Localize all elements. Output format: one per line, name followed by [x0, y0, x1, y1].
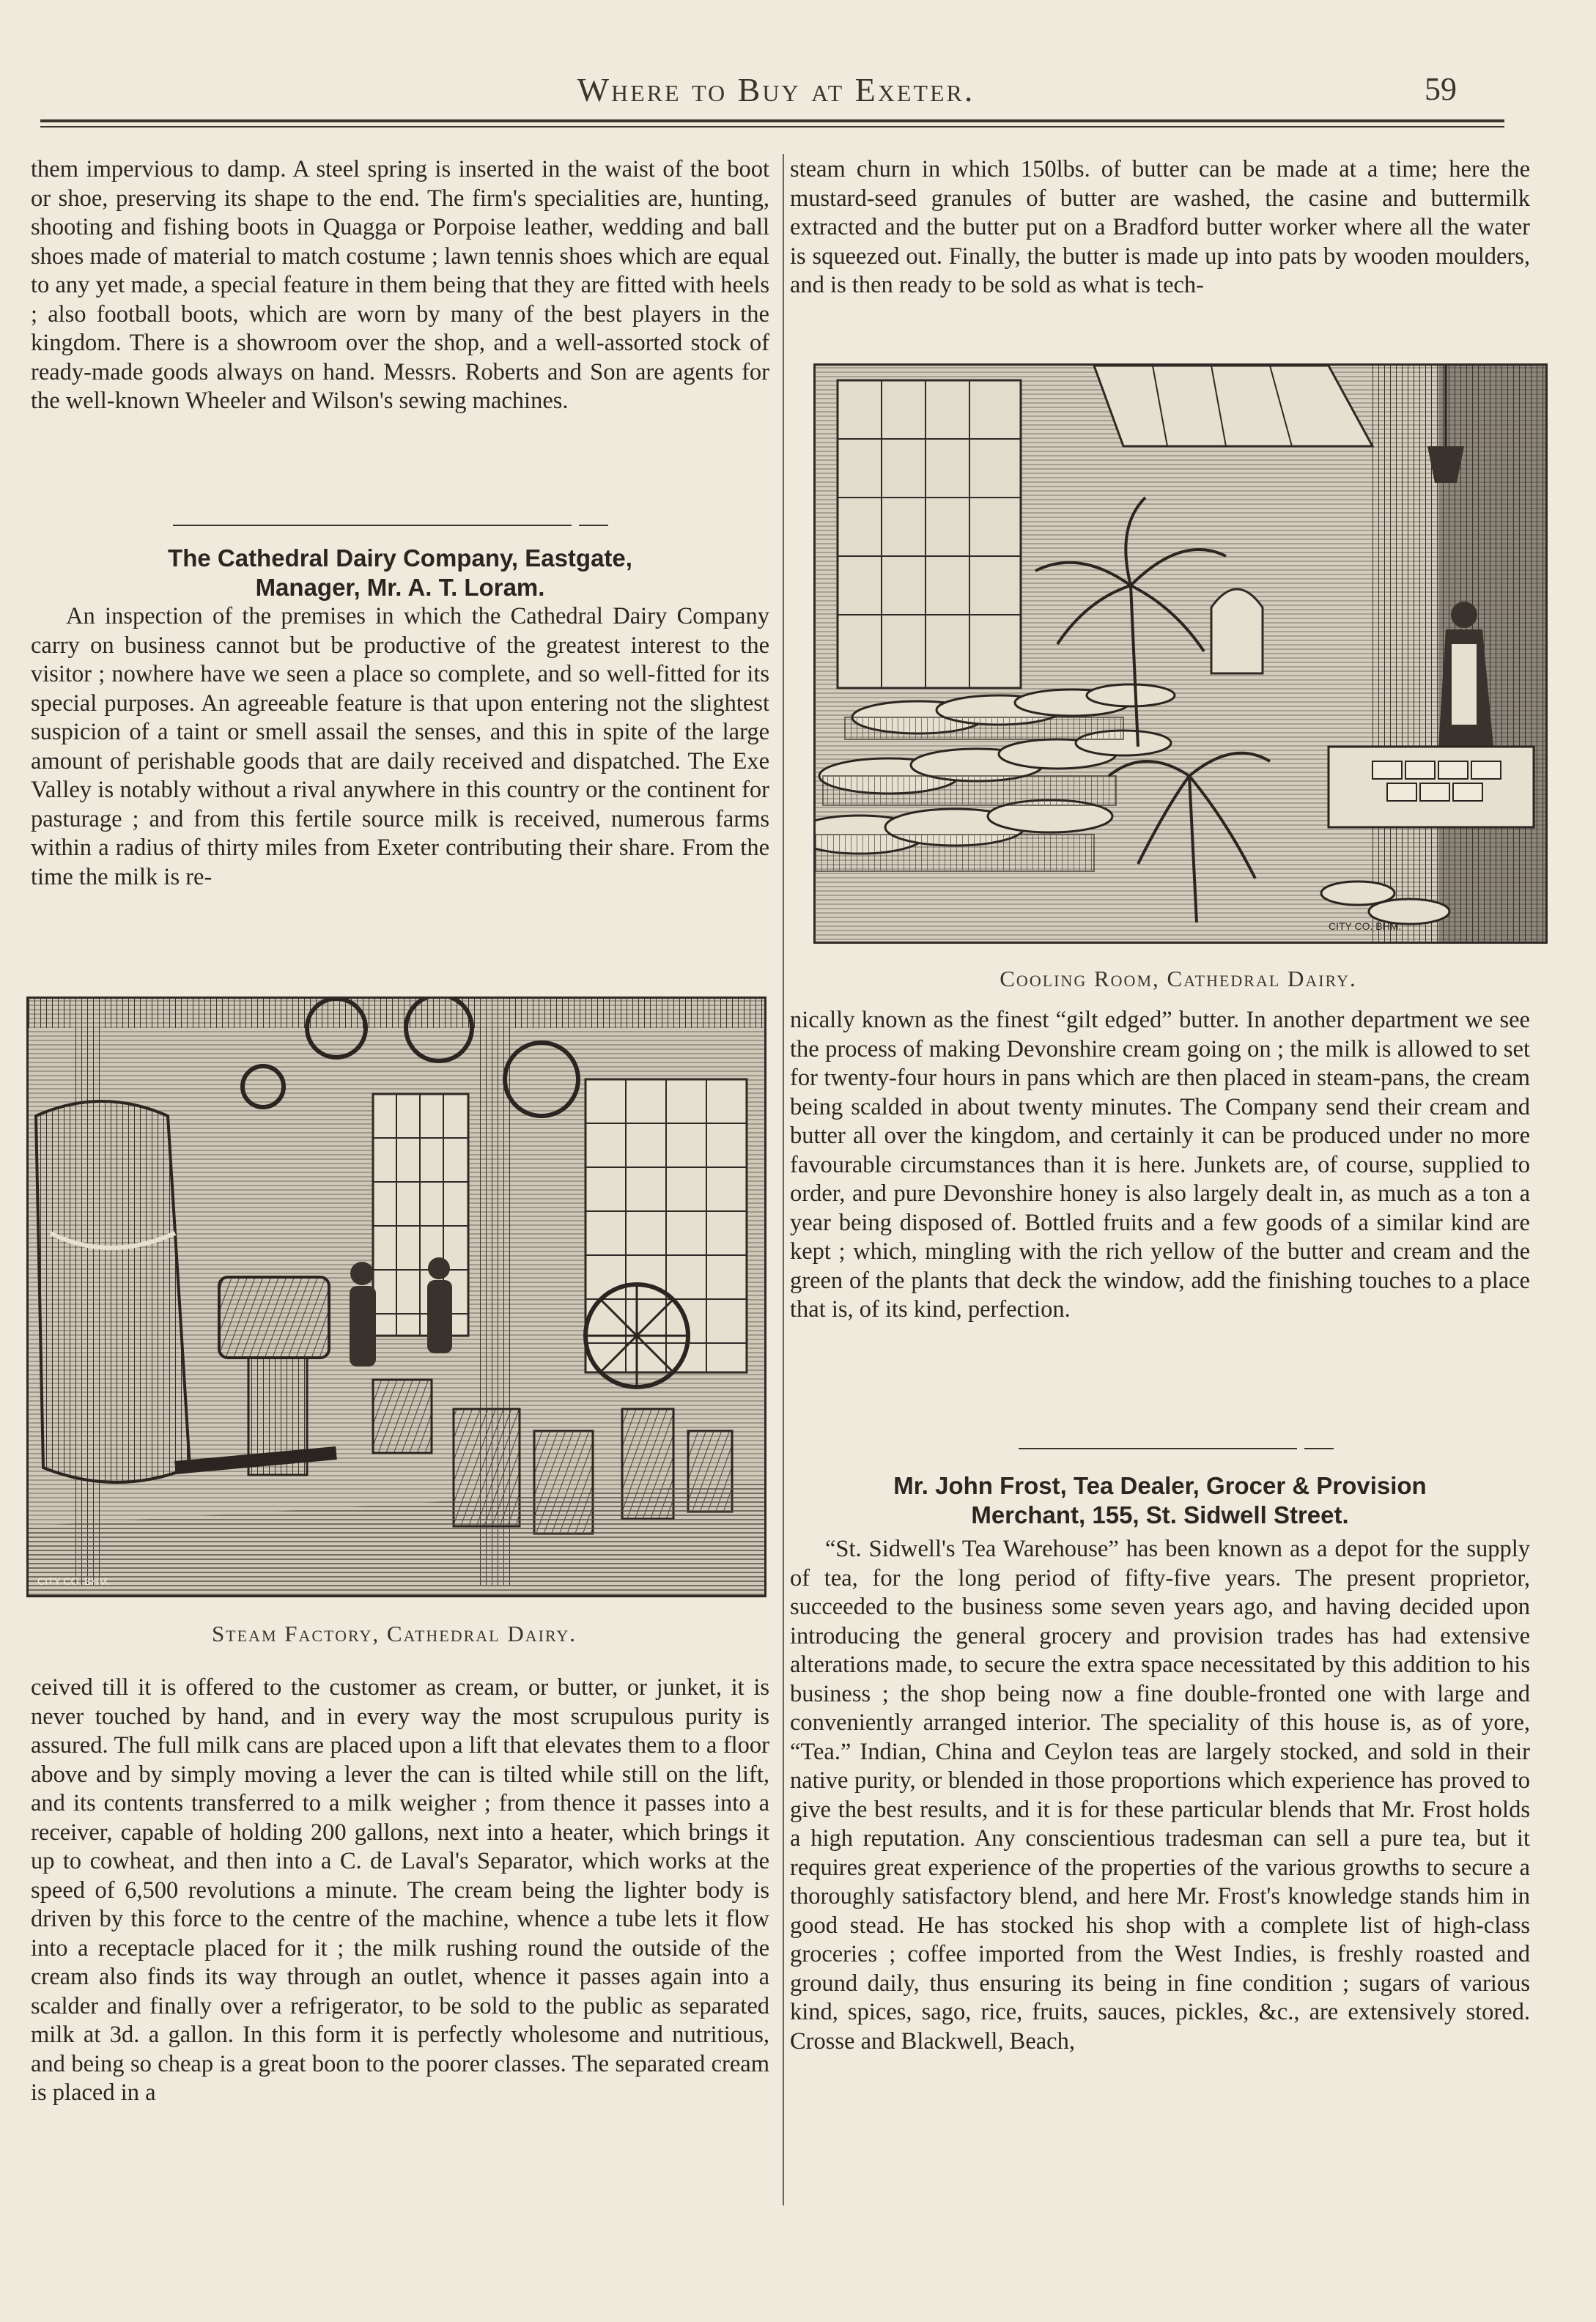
right-paragraph-2: nically known as the finest “gilt edged” butter. In another department we see the process of making Devonshire cream going on ; the milk is allowed to set for twenty-four hours in pans which are then placed in steam-pans, the cream being scalded in about twenty minutes. The Company send their cream and butter all over the kingdom, and certainly it can be produced under no more favourable circumstances than it is here. Junkets are, of course, supplied to order, and pure Devonshire honey is also largely dealt in, as much as a ton a year being disposed of. Bottled fruits and a few goods of a similar kind are kept ; which, mingling with the rich yellow of the butter and cream and the green of the plants that deck the window, add the finishing touches to a place that is, of its kind, perfection.: [790, 1007, 1530, 1323]
header-rule: [40, 119, 1504, 122]
page-number: 59: [1425, 71, 1457, 107]
right-intro-text: [790, 155, 1530, 300]
frost-paragraph: “St. Sidwell's Tea Warehouse” has been known as a depot for the supply of tea, for the long period of fifty-five years. The present proprietor, succeeded to the business some seven years ago, and having decided upon introducing the general grocery and provision trades has had extensive alterations made, to secure the extra space necessitated by this addition to his business ; the shop being now a fine double-fronted one with large and conveniently arranged interior. The speciality of this house is, as of yore, “Tea.” Indian, China and Ceylon teas are largely stocked, and sold in their native purity, or blended in those proportions which experience has proved to give the best results, and it is for these particular blends that Mr. Frost holds a high reputation. Any conscientious tradesman can sell a pure tea, but it requires great experience of the properties of the various growths to secure a thoroughly satisfactory blend, and here Mr. Frost's knowledge stands him in good stead. He has stocked his shop with a complete list of high-class groceries ; coffee imported from the West Indies, is freshly roasted and ground daily, thus ensuring its being in fine condition ; sugars of various kind, spices, sago, rice, fruits, sauces, pickles, &c., are extensively stored. Crosse and Blackwell, Beach,: [790, 1536, 1530, 2055]
steam-factory-illustration: [26, 997, 766, 1597]
engraver-signature-right: CITY CO. BHM.: [1329, 920, 1402, 932]
running-title: Where to Buy at Exeter.: [577, 71, 975, 108]
steam-factory-engraving: [29, 999, 764, 1595]
steam-factory-caption: Steam Factory, Cathedral Dairy.: [211, 1621, 577, 1646]
dairy-heading-line2: Manager, Mr. A. T. Loram.: [255, 574, 545, 601]
right-paragraph-1: steam churn in which 150lbs. of butter can be made at a time; here the mustard-seed granules of butter are washed, the casine and buttermilk extracted and the butter put on a Bradford butter worker where all the water is squeezed out. Finally, the butter is made up into pats by wooden moulders, and is then ready to be sold as what is tech-: [790, 156, 1530, 298]
frost-heading: [790, 1471, 1530, 1530]
left-intro-text: [31, 155, 769, 416]
dairy-heading: [31, 544, 769, 602]
frost-heading-line2: Merchant, 155, St. Sidwell Street.: [971, 1501, 1349, 1528]
cooling-room-illustration: [813, 363, 1548, 944]
section-divider: [173, 525, 572, 526]
engraver-signature-left: CITY CO. BHM.: [37, 1575, 111, 1587]
column-divider: [783, 154, 784, 2205]
cooling-room-engraving: [816, 366, 1545, 942]
cooling-room-caption: Cooling Room, Cathedral Dairy.: [1000, 966, 1357, 991]
right-text-2: [790, 1006, 1530, 1325]
dairy-text-1: [31, 602, 769, 892]
frost-text: [790, 1535, 1530, 2056]
running-header: [44, 64, 1508, 116]
header-rule-thin: [40, 126, 1504, 127]
section-divider-right: [1019, 1448, 1297, 1449]
dairy-paragraph-2: ceived till it is offered to the customer as cream, or butter, or junket, it is never touched by hand, and in every way the most scrupulous purity is assured. The full milk cans are placed upon a lift that elevates them to a floor above and by simply moving a lever the can is tilted while still on the lift, and its contents transferred to a milk weigher ; from thence it passes into a receiver, capable of holding 200 gallons, next into a heater, which brings it up to cowheat, and then into a C. de Laval's Separator, which works at the speed of 6,500 revolutions a minute. The cream being the lighter body is driven by this force to the centre of the machine, whence a tube lets it flow into a receptacle placed for it ; the milk rushing round the outside of the cream also finds its way through an outlet, whence it passes again into a scalder and finally over a refrigerator, to be sold to the public as separated milk at 3d. a gallon. In this form it is perfectly wholesome and nutritious, and being so cheap is a great boon to the poorer classes. The separated cream is placed in a: [31, 1674, 769, 2106]
dairy-paragraph-1: An inspection of the premises in which the Cathedral Dairy Company carry on business cannot but be productive of the greatest interest to the visitor ; nowhere have we seen a place so complete, and so well-fitted for its special purposes. An agreeable feature is that upon entering not the slightest suspicion of a taint or smell assail the senses, and this in spite of the large amount of perishable goods that are daily received and dispatched. The Exe Valley is notably without a rival anywhere in this country or the continent for pasturage ; and from this fertile source milk is received, numerous farms within a radius of thirty miles from Exeter contributing their share. From the time the milk is re-: [31, 603, 769, 890]
frost-heading-line1: Mr. John Frost, Tea Dealer, Grocer & Provision: [893, 1472, 1427, 1499]
dairy-text-2: [31, 1674, 769, 2108]
dairy-heading-line1: The Cathedral Dairy Company, Eastgate,: [168, 544, 632, 572]
intro-paragraph: them impervious to damp. A steel spring is inserted in the waist of the boot or shoe, preserving its shape to the end. The firm's specialities are, hunting, shooting and fishing boots in Quagga or Porpoise leather, wedding and ball shoes made of material to match costume ; lawn tennis shoes which are equal to any yet made, a special feature in them being that they are fitted with heels ; also football boots, which are worn by many of the best players in the kingdom. There is a showroom over the shop, and a well-assorted stock of ready-made goods always on hand. Messrs. Roberts and Son are agents for the well-known Wheeler and Wilson's sewing machines.: [31, 156, 769, 414]
